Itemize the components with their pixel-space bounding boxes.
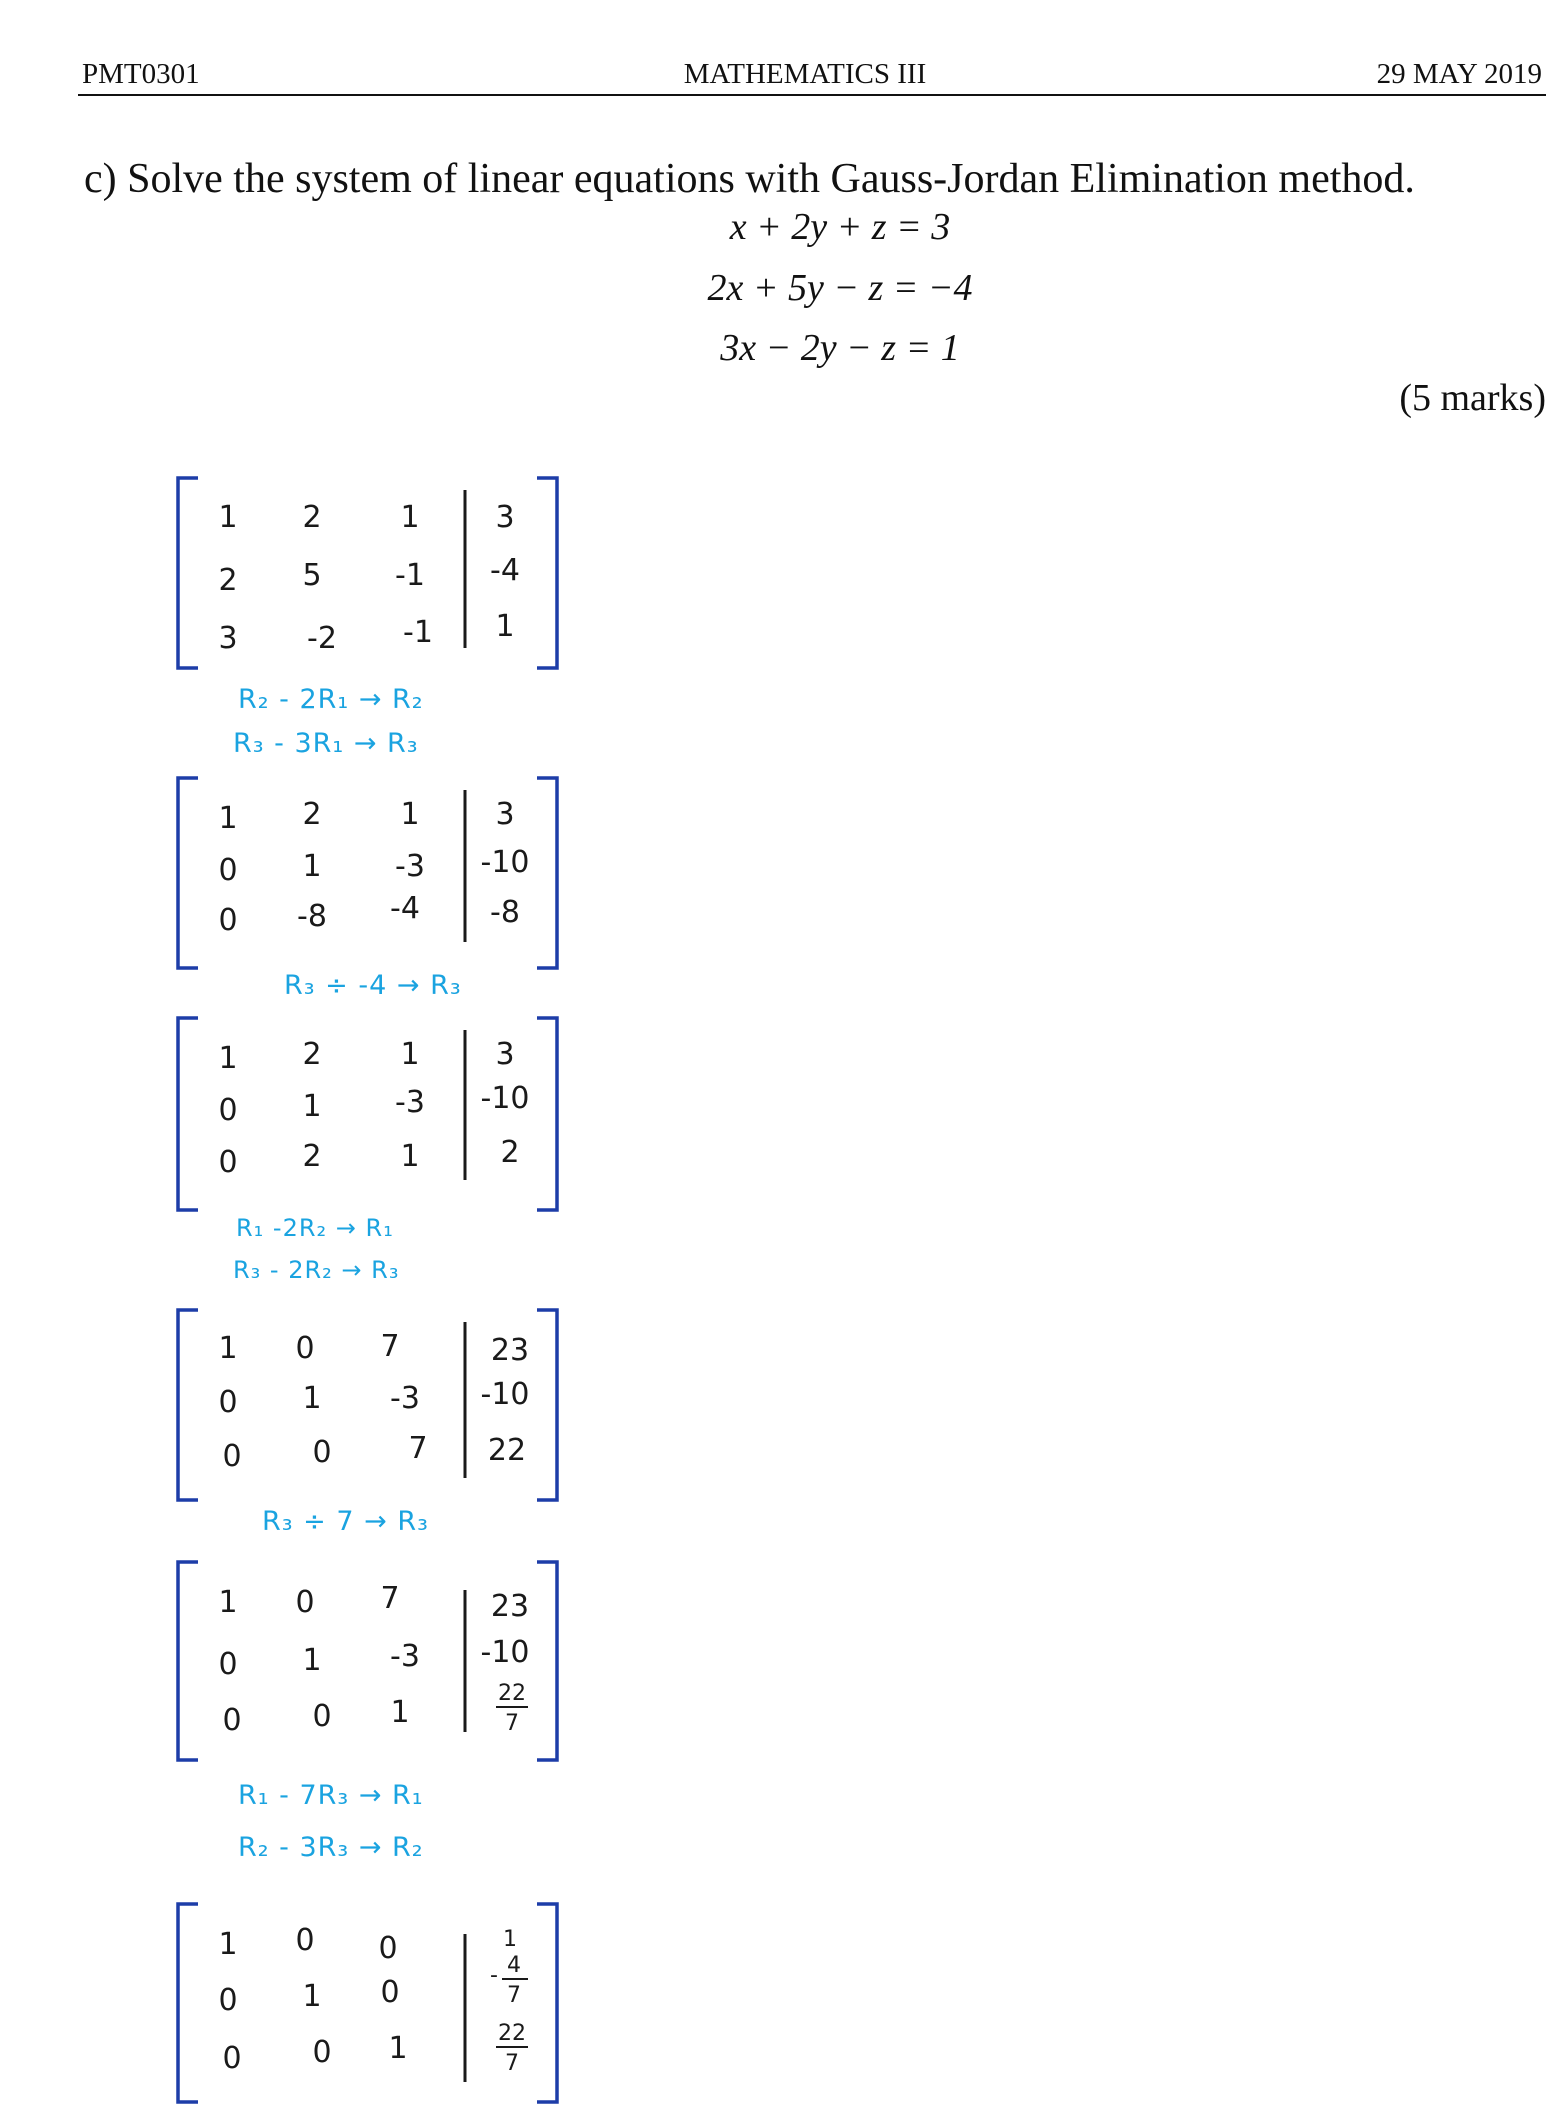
fraction-numerator: 22	[498, 2021, 526, 2046]
row-operation: R₂ - 3R₃ → R₂	[238, 1832, 424, 1863]
right-bracket	[537, 1310, 557, 1500]
fraction-denominator: 7	[507, 1983, 521, 2008]
cell: -3	[390, 1381, 420, 1416]
matrix-1	[178, 478, 557, 668]
left-bracket	[178, 1018, 198, 1210]
cell: 0	[218, 853, 238, 888]
cell: 1	[388, 2031, 408, 2066]
cell: 2	[302, 1037, 322, 1072]
cell: -8	[490, 895, 520, 930]
cell: -2	[307, 621, 337, 656]
cell: 0	[218, 1983, 238, 2018]
cell: 0	[222, 1703, 242, 1738]
cell: 0	[312, 1699, 332, 1734]
equation-1: x + 2y + z = 3	[729, 206, 951, 248]
cell: 1	[302, 1089, 322, 1124]
matrix-5	[178, 1562, 557, 1760]
cell: 0	[218, 903, 238, 938]
row-operation: R₃ - 3R₁ → R₃	[233, 728, 419, 759]
left-bracket	[178, 1562, 198, 1760]
cell: 7	[380, 1329, 400, 1364]
cell: 2	[218, 563, 238, 598]
cell: -1	[395, 558, 425, 593]
matrix-2	[178, 778, 557, 968]
cell: 1	[302, 849, 322, 884]
cell: 0	[295, 1585, 315, 1620]
cell: 5	[302, 558, 322, 593]
cell: 0	[295, 1923, 315, 1958]
cell: 0	[378, 1931, 398, 1966]
equation-2: 2x + 5y − z = −4	[707, 267, 973, 309]
cell: 1	[302, 1643, 322, 1678]
cell: -10	[480, 845, 530, 880]
cell: 0	[222, 1439, 242, 1474]
exam-date: 29 MAY 2019	[1376, 58, 1542, 90]
cell: 1	[302, 1381, 322, 1416]
equation-3: 3x − 2y − z = 1	[720, 327, 960, 369]
cell: 0	[222, 2041, 242, 2076]
cell: 1	[503, 1927, 517, 1952]
cell: -10	[480, 1081, 530, 1116]
row-operation: R₁ -2R₂ → R₁	[236, 1214, 394, 1242]
cell: -3	[395, 1085, 425, 1120]
cell: 1	[218, 1331, 238, 1366]
cell: 0	[218, 1093, 238, 1128]
matrix-6	[178, 1904, 557, 2102]
cell: 23	[490, 1333, 530, 1368]
right-bracket	[537, 778, 557, 968]
cell: 1	[218, 1927, 238, 1962]
fraction-sign: -	[490, 1963, 498, 1988]
left-bracket	[178, 1904, 198, 2102]
cell: 1	[218, 1585, 238, 1620]
cell: 1	[400, 1037, 420, 1072]
fraction-denominator: 7	[505, 2051, 519, 2076]
cell: 2	[302, 500, 322, 535]
cell: 0	[218, 1145, 238, 1180]
subject-title: MATHEMATICS III	[683, 58, 927, 90]
right-bracket	[537, 1562, 557, 1760]
cell: 1	[302, 1979, 322, 2014]
cell: 1	[218, 1041, 238, 1076]
fraction-numerator: 22	[498, 1681, 526, 1706]
cell: 0	[218, 1647, 238, 1682]
cell: 1	[218, 801, 238, 836]
row-operation: R₃ - 2R₂ → R₃	[233, 1256, 400, 1284]
cell: -8	[297, 899, 327, 934]
cell: 3	[495, 500, 515, 535]
cell: 7	[408, 1431, 428, 1466]
row-operation: R₂ - 2R₁ → R₂	[238, 684, 424, 715]
fraction-numerator: 4	[507, 1953, 521, 1978]
cell: 0	[312, 1435, 332, 1470]
cell: 0	[380, 1975, 400, 2010]
cell: 2	[302, 1139, 322, 1174]
right-bracket	[537, 1018, 557, 1210]
cell: 1	[400, 500, 420, 535]
row-operation: R₃ ÷ 7 → R₃	[262, 1506, 429, 1537]
question-text: c) Solve the system of linear equations with Gauss-Jordan Elimination method.	[84, 156, 1415, 202]
cell: 3	[495, 797, 515, 832]
cell: 1	[218, 500, 238, 535]
cell: 1	[495, 609, 515, 644]
matrix-3	[178, 1018, 557, 1210]
cell: 0	[312, 2035, 332, 2070]
cell: -10	[480, 1377, 530, 1412]
matrix-4	[178, 1310, 557, 1500]
cell: -3	[395, 849, 425, 884]
cell: 0	[295, 1331, 315, 1366]
cell: 22	[487, 1433, 527, 1468]
left-bracket	[178, 778, 198, 968]
cell: 1	[390, 1695, 410, 1730]
cell: 3	[218, 621, 238, 656]
fraction-denominator: 7	[505, 1711, 519, 1736]
right-bracket	[537, 1904, 557, 2102]
cell: -4	[490, 553, 520, 588]
cell: 1	[400, 1139, 420, 1174]
cell: 2	[500, 1135, 520, 1170]
left-bracket	[178, 478, 198, 668]
cell: 2	[302, 797, 322, 832]
cell: 23	[490, 1589, 530, 1624]
row-operation: R₁ - 7R₃ → R₁	[238, 1780, 424, 1811]
cell: 7	[380, 1581, 400, 1616]
cell: -3	[390, 1639, 420, 1674]
cell: 1	[400, 797, 420, 832]
cell: -4	[390, 891, 420, 926]
cell: -1	[403, 615, 433, 650]
cell: 0	[218, 1385, 238, 1420]
row-operation: R₃ ÷ -4 → R₃	[284, 970, 462, 1001]
cell: 3	[495, 1037, 515, 1072]
cell: -10	[480, 1635, 530, 1670]
right-bracket	[537, 478, 557, 668]
marks-label: (5 marks)	[1399, 377, 1546, 419]
course-code: PMT0301	[82, 58, 200, 90]
left-bracket	[178, 1310, 198, 1500]
